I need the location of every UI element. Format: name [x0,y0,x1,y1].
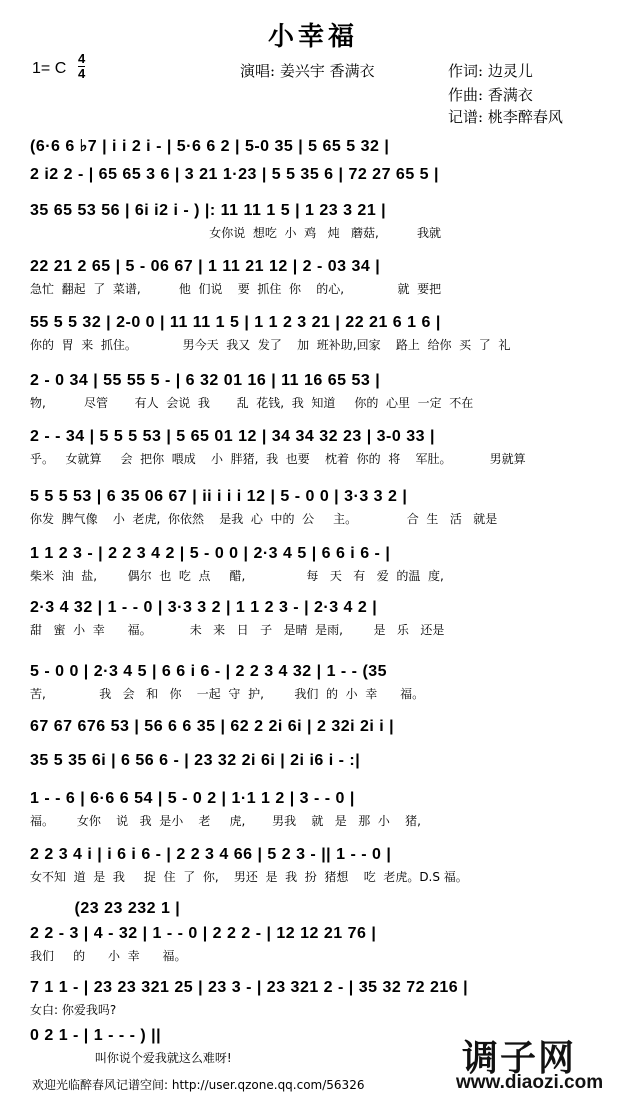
lyrics-line: 柴米 油 盐, 偶尔 也 吃 点 醋, 每 天 有 爱 的温 度, [30,569,444,583]
key-signature: 1= C [32,60,67,77]
lyrics-line: 你的 胃 来 抓住。 男今天 我又 发了 加 班补助,回家 路上 给你 买 了 礼 [30,338,511,352]
notation-line: 55 5 5 32 | 2-0 0 | 11 11 1 5 | 1 1 2 3 21 | 22 21 6 1 6 | [30,314,441,331]
singer-credit: 演唱: 姜兴宇 香满衣 [240,62,375,80]
lyrics-line: 急忙 翻起 了 菜谱, 他 们说 要 抓住 你 的心, 就 要把 [30,282,442,296]
notation-line: (23 23 232 1 | [30,900,181,917]
notation-line: 2 2 3 4 i | i 6 i 6 - | 2 2 3 4 66 | 5 2 3 - || 1 - - 0 | [30,846,392,863]
composer-credit: 作曲: 香满衣 [448,86,533,104]
notation-line: 1 - - 6 | 6·6 6 54 | 5 - 0 2 | 1·1 1 2 | 3 - - 0 | [30,790,355,807]
meter-bottom: 4 [78,66,86,81]
notation-line: 0 2 1 - | 1 - - - ) || [30,1027,162,1044]
notation-line: 2·3 4 32 | 1 - - 0 | 3·3 3 2 | 1 1 2 3 - | 2·3 4 2 | [30,599,378,616]
meter-top: 4 [78,51,86,66]
footer-text: 欢迎光临醉春风记谱空间: http://user.qzone.qq.com/56326 [32,1078,365,1092]
notation-line: 2 2 - 3 | 4 - 32 | 1 - - 0 | 2 2 2 - | 12 12 21 76 | [30,925,377,942]
logo-text: 调子网 [462,1038,577,1079]
site-logo [456,1030,616,1096]
lyricist-credit: 作词: 边灵儿 [448,62,533,80]
lyrics-line: 你发 脾气像 小 老虎, 你依然 是我 心 中的 公 主。 合 生 活 就是 [30,512,498,526]
song-title: 小幸福 [267,22,358,52]
notation-line: 5 - 0 0 | 2·3 4 5 | 6 6 i 6 - | 2 2 3 4 32 | 1 - - (35 [30,663,388,680]
lyrics-line: 我们 的 小 幸 福。 [30,949,187,963]
lyrics-line: 女白: 你爱我吗? [30,1003,117,1017]
notation-line: (6·6 6 ♭7 | i i 2 i - | 5·6 6 2 | 5-0 35 | 5 65 5 32 | [30,138,390,155]
lyrics-line: 苦, 我 会 和 你 一起 守 护, 我们 的 小 幸 福。 [30,687,425,701]
lyrics-line: 物, 尽管 有人 会说 我 乱 花钱, 我 知道 你的 心里 一定 不在 [30,396,474,410]
notation-line: 5 5 5 53 | 6 35 06 67 | ii i i i 12 | 5 - 0 0 | 3·3 3 2 | [30,488,408,505]
lyrics-line: 甜 蜜 小 幸 福。 未 来 日 子 是晴 是雨, 是 乐 还是 [30,623,445,637]
notation-line: 2 - - 34 | 5 5 5 53 | 5 65 01 12 | 34 34 32 23 | 3-0 33 | [30,428,435,445]
logo-url: www.diaozi.com [456,1072,604,1093]
notation-line: 7 1 1 - | 23 23 321 25 | 23 3 - | 23 321 2 - | 35 32 72 216 | [30,979,469,996]
lyrics-line: 女你说 想吃 小 鸡 炖 蘑菇, 我就 [30,226,442,240]
notation-line: 35 65 53 56 | 6i i2 i - ) |: 11 11 1 5 | 1 23 3 21 | [30,202,387,219]
lyrics-line: 叫你说个爱我就这么难呀! [30,1051,232,1065]
notation-line: 22 21 2 65 | 5 - 06 67 | 1 11 21 12 | 2 - 03 34 | [30,258,381,275]
notation-line: 35 5 35 6i | 6 56 6 - | 23 32 2i 6i | 2i i6 i - :| [30,752,361,769]
transcriber-credit: 记谱: 桃李醉春风 [448,108,563,126]
notation-line: 1 1 2 3 - | 2 2 3 4 2 | 5 - 0 0 | 2·3 4 5 | 6 6 i 6 - | [30,545,391,562]
time-signature [78,52,85,81]
notation-line: 2 - 0 34 | 55 55 5 - | 6 32 01 16 | 11 16 65 53 | [30,372,381,389]
lyrics-line: 福。 女你 说 我 是小 老 虎, 男我 就 是 那 小 猪, [30,814,421,828]
notation-line: 67 67 676 53 | 56 6 6 35 | 62 2 2i 6i | 2 32i 2i i | [30,718,395,735]
lyrics-line: 乎。 女就算 会 把你 喂成 小 胖猪, 我 也要 枕着 你的 将 军肚。 男就算 [30,452,526,466]
notation-line: 2 i2 2 - | 65 65 3 6 | 3 21 1·23 | 5 5 35 6 | 72 27 65 5 | [30,166,439,183]
lyrics-line: 女不知 道 是 我 捉 住 了 你, 男还 是 我 扮 猪想 吃 老虎。D.S 福。 [30,870,468,884]
